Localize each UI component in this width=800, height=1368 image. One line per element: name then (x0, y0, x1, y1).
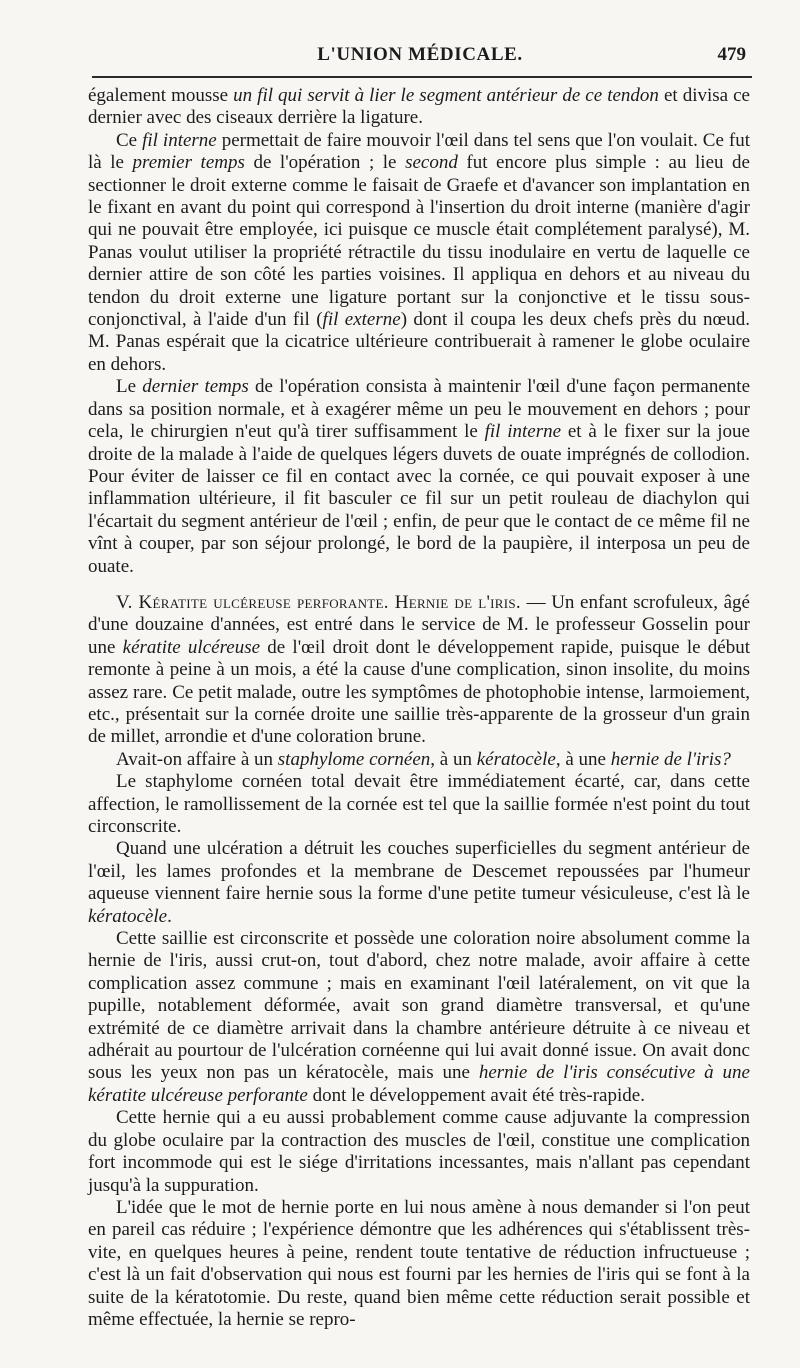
italic-term: dernier temps (142, 376, 249, 398)
paragraph-text: dont le développement avait été très-rapide. (307, 1084, 645, 1106)
paragraph-text: Ce (116, 129, 143, 151)
paragraph (88, 749, 750, 771)
article-body (88, 85, 750, 1331)
paragraph-text: Quand une ulcération a détruit les couches superficielles du segment antérieur de l'œil, les lames profondes et la membrane de Descemet repoussées par l'humeur aqueuse viennent faire hernie sous la forme d'une petite tumeur vésiculeuse, c'est là le (88, 838, 750, 905)
paragraph (88, 928, 750, 1107)
paragraph-text: Cette hernie qui a eu aussi probablement comme cause adjuvante la compression du globe oculaire par la contraction des muscles de l'œil, constitue une complication fort incommode qui est le siége d'irritations incessantes, mais n'allant pas cependant jusqu'à la suppuration. (88, 1107, 750, 1196)
italic-term: kératocèle (88, 905, 168, 927)
paragraph (88, 1197, 750, 1331)
paragraph (88, 85, 750, 130)
paragraph-text: de l'opération consista à maintenir l'œil d'une façon permanente dans sa position normale, et à exagérer même un peu le mouvement en dehors ; pour cela, le chirurgien n'eut qu'à tirer suffisamment le (88, 376, 750, 443)
paragraph-text: — Un enfant scrofuleux, âgé d'une douzaine d'années, est entré dans le service de M. le professeur Gosselin pour une (88, 591, 750, 658)
paragraph (88, 592, 750, 749)
paragraph-text: Le staphylome cornéen total devait être immédiatement écarté, car, dans cette affection, le ramollissement de la cornée est tel que la saillie formée n'est point du tout circonscrite. (88, 771, 750, 837)
italic-term: premier temps (132, 152, 245, 174)
italic-term: staphylome cornéen (277, 748, 431, 770)
paragraph-text: L'idée que le mot de hernie porte en lui nous amène à nous demander si l'on peut en pareil cas réduire ; l'expérience démontre que les adhérences qui s'établissent très-vite, en quelques heures à peine, rendent toute tentative de réduction infructueuse ; c'est là un fait d'observation qui nous est fourni par les hernies de l'iris qui se font à la suite de la kératotomie. Du reste, quand bien même cette réduction serait possible et même effectuée, la hernie se repro- (88, 1196, 750, 1330)
page-number: 479 (717, 44, 746, 65)
paragraph-text: , à une (555, 748, 611, 770)
paragraph-text: . (167, 905, 172, 927)
running-title: L'UNION MÉDICALE. (317, 44, 523, 65)
italic-term: hernie de l'iris consécutive à une kératite ulcéreuse perforante (88, 1062, 750, 1106)
paragraph-text: de l'opération ; le (244, 152, 406, 174)
paragraph-text: fut encore plus simple : au lieu de sectionner le droit externe comme le faisait de Graefe et d'avancer son implantation en le fixant en avant du point qui correspond à l'insertion du droit interne (manière d'agir qui ne pouvait être employée, ici puisque ce muscle était complétement paralysé), M. Panas voulut utiliser la propriété rétractile du tissu inodulaire en vertu de laquelle ce dernier attire de son côté les parties voisines. Il appliqua en dehors et au niveau du tendon du droit externe une ligature portant sur la conjonctive et le tissu sous-conjonctival, à l'aide d'un fil ( (88, 152, 750, 331)
paragraph-text: de l'œil droit dont le développement rapide, puisque le début remonte à peine à un mois, a été la cause d'une complication, sinon insolite, du moins assez rare. Ce petit malade, outre les symptômes de photophobie intense, larmoiement, etc., présentait sur la cornée droite une saillie très-apparente de la grosseur d'un grain de millet, arrondie et d'une coloration brune. (88, 636, 750, 748)
section-heading: V. Kératite ulcéreuse perforante. Hernie de l'iris. (116, 591, 521, 613)
paragraph-text: ) dont il coupa les deux chefs près du nœud. M. Panas espérait que la cicatrice ultérieure contribuerait à ramener le globe oculaire en dehors. (88, 309, 750, 375)
paragraph-text: Cette saillie est circonscrite et possède une coloration noire absolument comme la hernie de l'iris, aussi crut-on, tout d'abord, chez notre malade, avoir affaire à cette complication assez commune ; mais en examinant l'œil latéralement, on vit que la pupille, notablement déformée, avait son grand diamètre transversal, et qu'une extrémité de ce diamètre arrivait dans la chambre antérieure détruite à ce niveau et adhérait au pourtour de l'ulcération cornéenne qui lui avait donné issue. On avait donc sous les yeux non pas un kératocèle, mais une (88, 928, 750, 1084)
paragraph-text: également mousse (88, 85, 234, 106)
italic-term: kératite ulcéreuse (122, 636, 261, 658)
italic-term: fil externe (322, 309, 401, 331)
paragraph-text: et divisa ce dernier avec des ciseaux derrière la ligature. (88, 85, 750, 129)
italic-term: fil interne (142, 129, 217, 151)
italic-term: fil interne (484, 421, 562, 443)
italic-term: hernie de l'iris? (610, 748, 731, 770)
paragraph-text: , à un (430, 748, 477, 770)
italic-term: un fil qui servit à lier le segment antérieur de ce tendon (233, 85, 659, 106)
paragraph-text: permettait de faire mouvoir l'œil dans tel sens que l'on voulait. Ce fut là le (88, 129, 751, 174)
paragraph-text: et à le fixer sur la joue droite de la malade à l'aide de quelques légers duvets de ouate imprégnés de collodion. Pour éviter de laisser ce fil en contact avec la cornée, ce qui pouvait exposer à une inflammation ultérieure, il fit basculer ce fil sur un petit rouleau de diachylon qui l'écartait du segment antérieur de l'œil ; enfin, de peur que le contact de ce même fil ne vînt à couper, par son séjour prolongé, le bord de la paupière, il interposa un peu de ouate. (88, 421, 750, 577)
italic-term: second (405, 152, 458, 174)
paragraph (88, 130, 750, 376)
page-header (88, 38, 752, 74)
paragraph (88, 376, 750, 578)
header-rule (92, 76, 752, 78)
italic-term: kératocèle (476, 748, 556, 770)
paragraph-text: Le (116, 376, 143, 398)
paragraph (88, 1107, 750, 1197)
paragraph (88, 771, 750, 838)
paragraph-text: Avait-on affaire à un (116, 748, 278, 770)
paragraph (88, 838, 750, 928)
